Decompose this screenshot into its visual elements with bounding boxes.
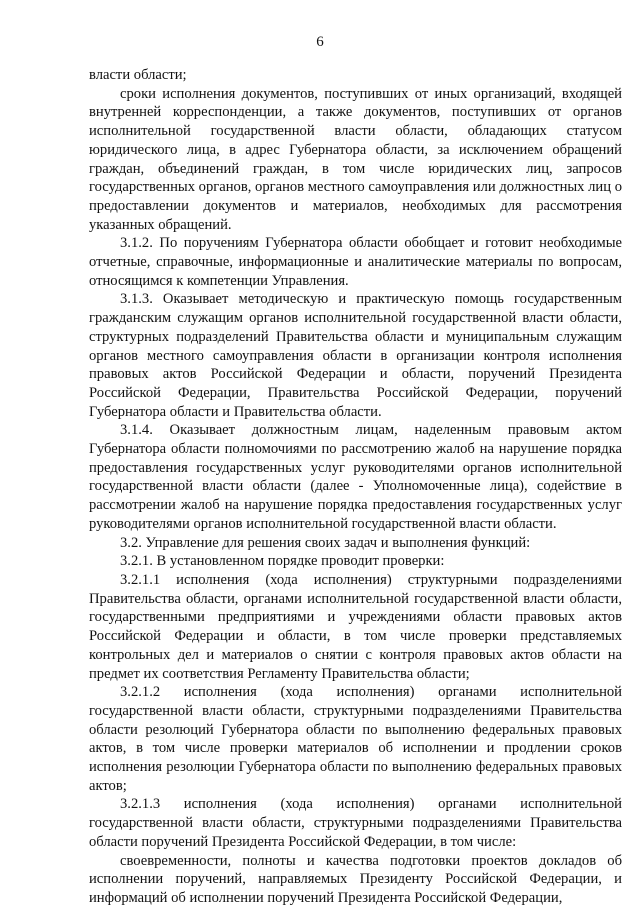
paragraph-3-1-2: 3.1.2. По поручениям Губернатора области обобщает и готовит необходимые отчетные, справочные, информационные и аналитические материалы по вопросам, относящимся к компетенции Управления. xyxy=(89,235,622,289)
paragraph-continuation: власти области; xyxy=(89,67,187,83)
paragraph-3-2: 3.2. Управление для решения своих задач и выполнения функций: xyxy=(120,534,531,551)
page-number: 6 xyxy=(316,34,324,50)
paragraph-timeliness: своевременности, полноты и качества подготовки проектов докладов об исполнении поручений, направляемых Президенту Российской Федерации, и информаций об исполнении поручений Президента Российской Федерации, xyxy=(89,852,622,906)
paragraph-3-2-1: 3.2.1. В установленном порядке проводит проверки: xyxy=(120,553,445,570)
paragraph-3-2-1-2: 3.2.1.2 исполнения (хода исполнения) органами исполнительной государственной власти области, структурными подразделениями Правительства области резолюций Губернатора области по выполнению федеральных правовых актов, в том числе проверки материалов об исполнении и продлении сроков исполнения резолюции Губернатора области по выполнению федеральных правовых актов; xyxy=(89,684,622,794)
paragraph-3-2-1-1: 3.2.1.1 исполнения (хода исполнения) структурными подразделениями Правительства области, органами исполнительной государственной власти области, государственными предприятиями и учреждениями области правовых актов Российской Федерации и области, в том числе проверки представляемых контрольных дел и материалов о снятии с контроля правовых актов области на предмет их соответствия Регламенту Правительства области; xyxy=(89,571,622,682)
document-body xyxy=(89,66,622,908)
paragraph-3-1-3: 3.1.3. Оказывает методическую и практическую помощь государственным гражданским служащим органов исполнительной государственной власти области, структурных подразделений Правительства области и муниципальным служащим органов местного самоуправления области в организации контроля исполнения правовых актов Российской Федерации и области, поручений Президента Российской Федерации, Правительства Российской Федерации, поручений Губернатора области и Правительства области. xyxy=(89,291,622,420)
paragraph-3-1-4: 3.1.4. Оказывает должностным лицам, наделенным правовым актом Губернатора области полномочиями по рассмотрению жалоб на нарушение порядка предоставления государственных услуг руководителями органов исполнительной государственной власти области (далее - Уполномоченные лица), содействие в рассмотрении жалоб на нарушение порядка предоставления государственных услуг руководителями органов исполнительной государственной власти области. xyxy=(89,422,622,532)
paragraph-deadlines: сроки исполнения документов, поступивших от иных организаций, входящей внутренней корреспонденции, а также документов, поступивших от органов исполнительной государственной власти области, обладающих статусом юридического лица, в адрес Губернатора области, за исключением обращений граждан, объединений граждан, в том числе юридических лиц, запросов государственных органов, органов местного самоуправления или должностных лиц о предоставлении документов и материалов, необходимых для рассмотрения указанных обращений. xyxy=(89,85,622,233)
paragraph-3-2-1-3: 3.2.1.3 исполнения (хода исполнения) органами исполнительной государственной власти области, структурными подразделениями Правительства области поручений Президента Российской Федерации, в том числе: xyxy=(89,796,622,850)
